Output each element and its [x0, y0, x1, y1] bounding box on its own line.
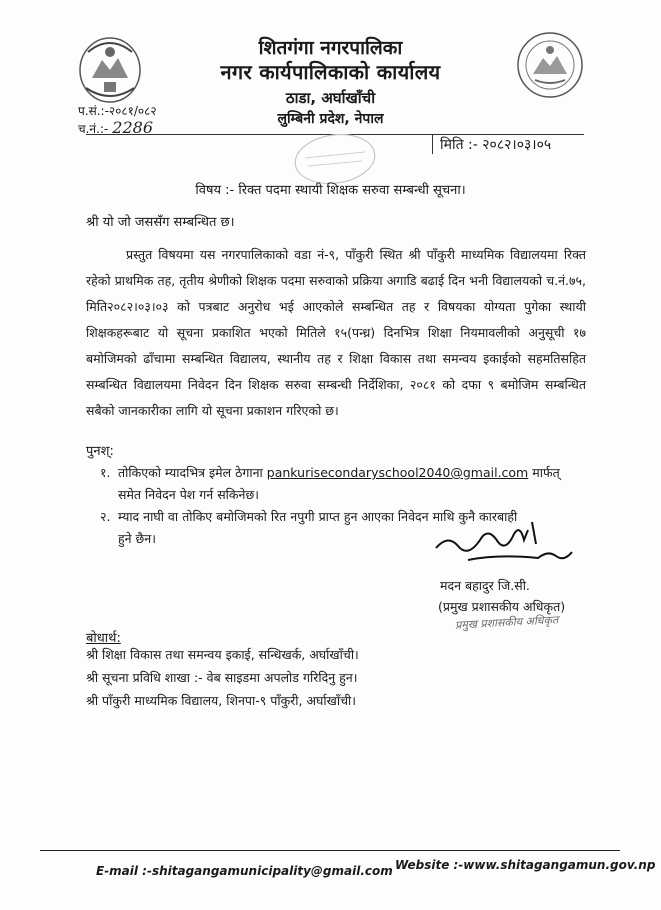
municipality-name: शितगंगा नगरपालिका — [258, 37, 403, 59]
postscript-item-1 — [100, 462, 580, 506]
cc-item: श्री सूचना प्रविधि शाखा :- वेब साइडमा अपलोड गरिदिनु हुन। — [86, 670, 358, 685]
item1-text-post: मार्फत् — [532, 465, 560, 480]
letter-date: मिति :- २०८२।०३।०५ — [440, 137, 552, 153]
footer-rule — [40, 850, 620, 851]
item2-line-1: म्याद नाघी वा तोकिए बमोजिमको रित नपुगी प्राप्त हुन आएका निवेदन माथि कुनै कारबाही — [118, 509, 518, 524]
item-number: १. — [100, 465, 111, 480]
cn-label: च.नं.:- — [78, 122, 109, 136]
reference-ps: प.सं.:-२०८१/०८२ — [78, 104, 157, 118]
signatory-stamp: प्रमुख प्रशासकीय अधिकृत — [454, 613, 559, 632]
cc-item: श्री शिक्षा विकास तथा समन्वय इकाई, सन्धिखर्क, अर्घाखाँची। — [86, 647, 359, 662]
signatory-title: (प्रमुख प्रशासकीय अधिकृत) — [438, 599, 566, 614]
office-location: ठाडा, अर्घाखाँची — [285, 89, 376, 107]
cc-heading: बोधार्थ: — [86, 631, 121, 646]
footer-email[interactable]: E-mail :-shitagangamunicipality@gmail.com — [96, 864, 393, 878]
subject-line: विषय :- रिक्त पदमा स्थायी शिक्षक सरुवा सम्बन्धी सूचना। — [195, 183, 466, 198]
addressee: श्री यो जो जससँग सम्बन्धित छ। — [86, 215, 235, 230]
postscript-heading: पुनश्: — [86, 444, 114, 459]
cc-item: श्री पाँकुरी माध्यमिक विद्यालय, शिनपा-९ पाँकुरी, अर्घाखाँची। — [86, 693, 357, 708]
footer-website[interactable]: Website :-www.shitagangamun.gov.np — [395, 858, 656, 872]
item1-line-2: समेत निवेदन पेश गर्न सकिनेछ। — [118, 487, 259, 502]
item2-line-2: हुने छैन। — [118, 531, 156, 546]
item1-text-pre: तोकिएको म्यादभित्र इमेल ठेगाना — [118, 465, 263, 480]
item-number: २. — [100, 509, 111, 524]
cc-list — [86, 643, 359, 712]
school-email-link[interactable]: pankurisecondaryschool2040@gmail.com — [266, 465, 529, 480]
notice-body — [86, 242, 586, 424]
cn-handwritten-value: 2286 — [112, 118, 154, 137]
office-name: नगर कार्यपालिकाको कार्यालय — [220, 60, 441, 84]
body-paragraph: प्रस्तुत विषयमा यस नगरपालिकाको वडा नं-९, पाँकुरी स्थित श्री पाँकुरी माध्यमिक विद्यालयमा रिक्त रहेको प्राथमिक तह, तृतीय श्रेणीको शिक्षक पदमा सरुवाको प्रक्रिया अगाडि बढाई दिन भनी विद्यालयको च.नं.७५, मिति२०८२।०३।०३ को पत्रबाट अनुरोध भई आएकोले सम्बन्धित तह र विषयका योग्यता पुगेका स्थायी शिक्षकहरूबाट यो सूचना प्रकाशित भएको मितिले १५(पन्ध्र) दिनभित्र शिक्षा नियमावलीको अनुसूची १७ बमोजिमको ढाँचामा सम्बन्धित विद्यालय, स्थानीय तह र शिक्षा विकास तथा समन्वय इकाईको सहमतिसहित सम्बन्धित विद्यालयमा निवेदन दिन शिक्षक सरुवा सम्बन्धी निर्देशिका, २०८१ को दफा ९ बमोजिम सम्बन्धित सबैको जानकारीका लागि यो सूचना प्रकाशन गरिएको छ। — [86, 247, 586, 418]
province: लुम्बिनी प्रदेश, नेपाल — [277, 111, 384, 127]
signatory-name: मदन बहादुर जि.सी. — [440, 578, 530, 593]
handwritten-signature-icon — [428, 516, 578, 568]
